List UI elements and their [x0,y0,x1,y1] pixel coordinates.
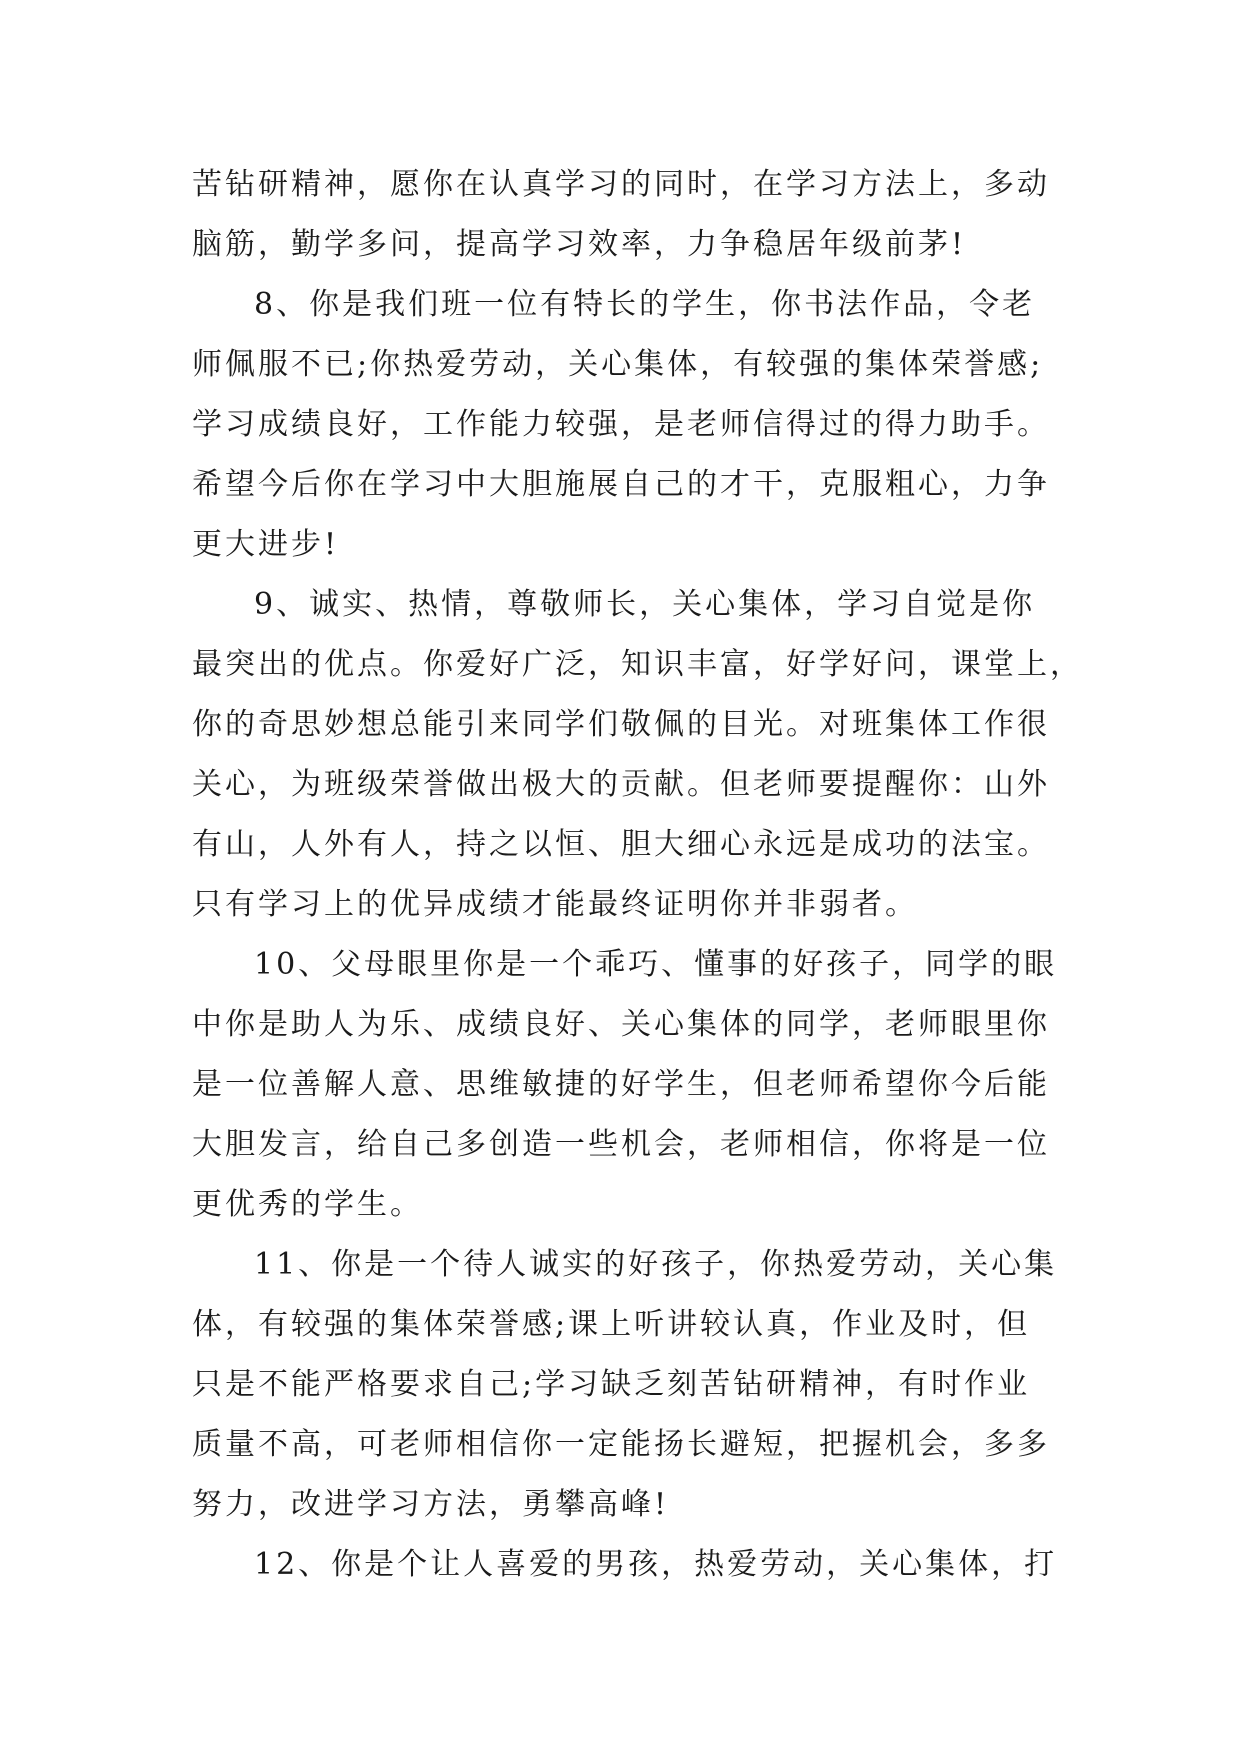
text-line: 有山，人外有人，持之以恒、胆大细心永远是成功的法宝。 [192,827,1050,862]
text-line: 更优秀的学生。 [192,1187,423,1222]
text-line: 体，有较强的集体荣誉感;课上听讲较认真，作业及时，但 [192,1307,1031,1342]
text-line: 脑筋，勤学多问，提高学习效率，力争稳居年级前茅! [192,227,967,262]
text-line: 希望今后你在学习中大胆施展自己的才干，克服粗心，力争 [192,467,1050,502]
paragraph-first-line: 10、父母眼里你是一个乖巧、懂事的好孩子，同学的眼 [254,947,1058,982]
paragraph-first-line: 8、你是我们班一位有特长的学生，你书法作品，令老 [254,287,1036,322]
paragraph-first-line: 9、诚实、热情，尊敬师长，关心集体，学习自觉是你 [254,587,1036,622]
text-line: 大胆发言，给自己多创造一些机会，老师相信，你将是一位 [192,1127,1050,1162]
text-line: 最突出的优点。你爱好广泛，知识丰富，好学好问，课堂上， [192,647,1083,682]
text-line: 学习成绩良好，工作能力较强，是老师信得过的得力助手。 [192,407,1050,442]
text-line: 只有学习上的优异成绩才能最终证明你并非弱者。 [192,887,918,922]
text-line: 你的奇思妙想总能引来同学们敬佩的目光。对班集体工作很 [192,707,1050,742]
text-line: 是一位善解人意、思维敏捷的好学生，但老师希望你今后能 [192,1067,1050,1102]
text-line: 更大进步! [192,527,340,562]
document-body [192,155,1083,1595]
text-line: 关心，为班级荣誉做出极大的贡献。但老师要提醒你：山外 [192,767,1050,802]
text-line: 质量不高，可老师相信你一定能扬长避短，把握机会，多多 [192,1427,1050,1462]
text-line: 中你是助人为乐、成绩良好、关心集体的同学，老师眼里你 [192,1007,1050,1042]
text-line: 苦钻研精神，愿你在认真学习的同时，在学习方法上，多动 [192,167,1050,202]
text-line: 只是不能严格要求自己;学习缺乏刻苦钻研精神，有时作业 [192,1367,1031,1402]
paragraph-first-line: 12、你是个让人喜爱的男孩，热爱劳动，关心集体，打 [254,1547,1058,1582]
text-line: 师佩服不已;你热爱劳动，关心集体，有较强的集体荣誉感; [192,347,1044,382]
paragraph-first-line: 11、你是一个待人诚实的好孩子，你热爱劳动，关心集 [254,1247,1058,1282]
text-line: 努力，改进学习方法，勇攀高峰! [192,1487,670,1522]
